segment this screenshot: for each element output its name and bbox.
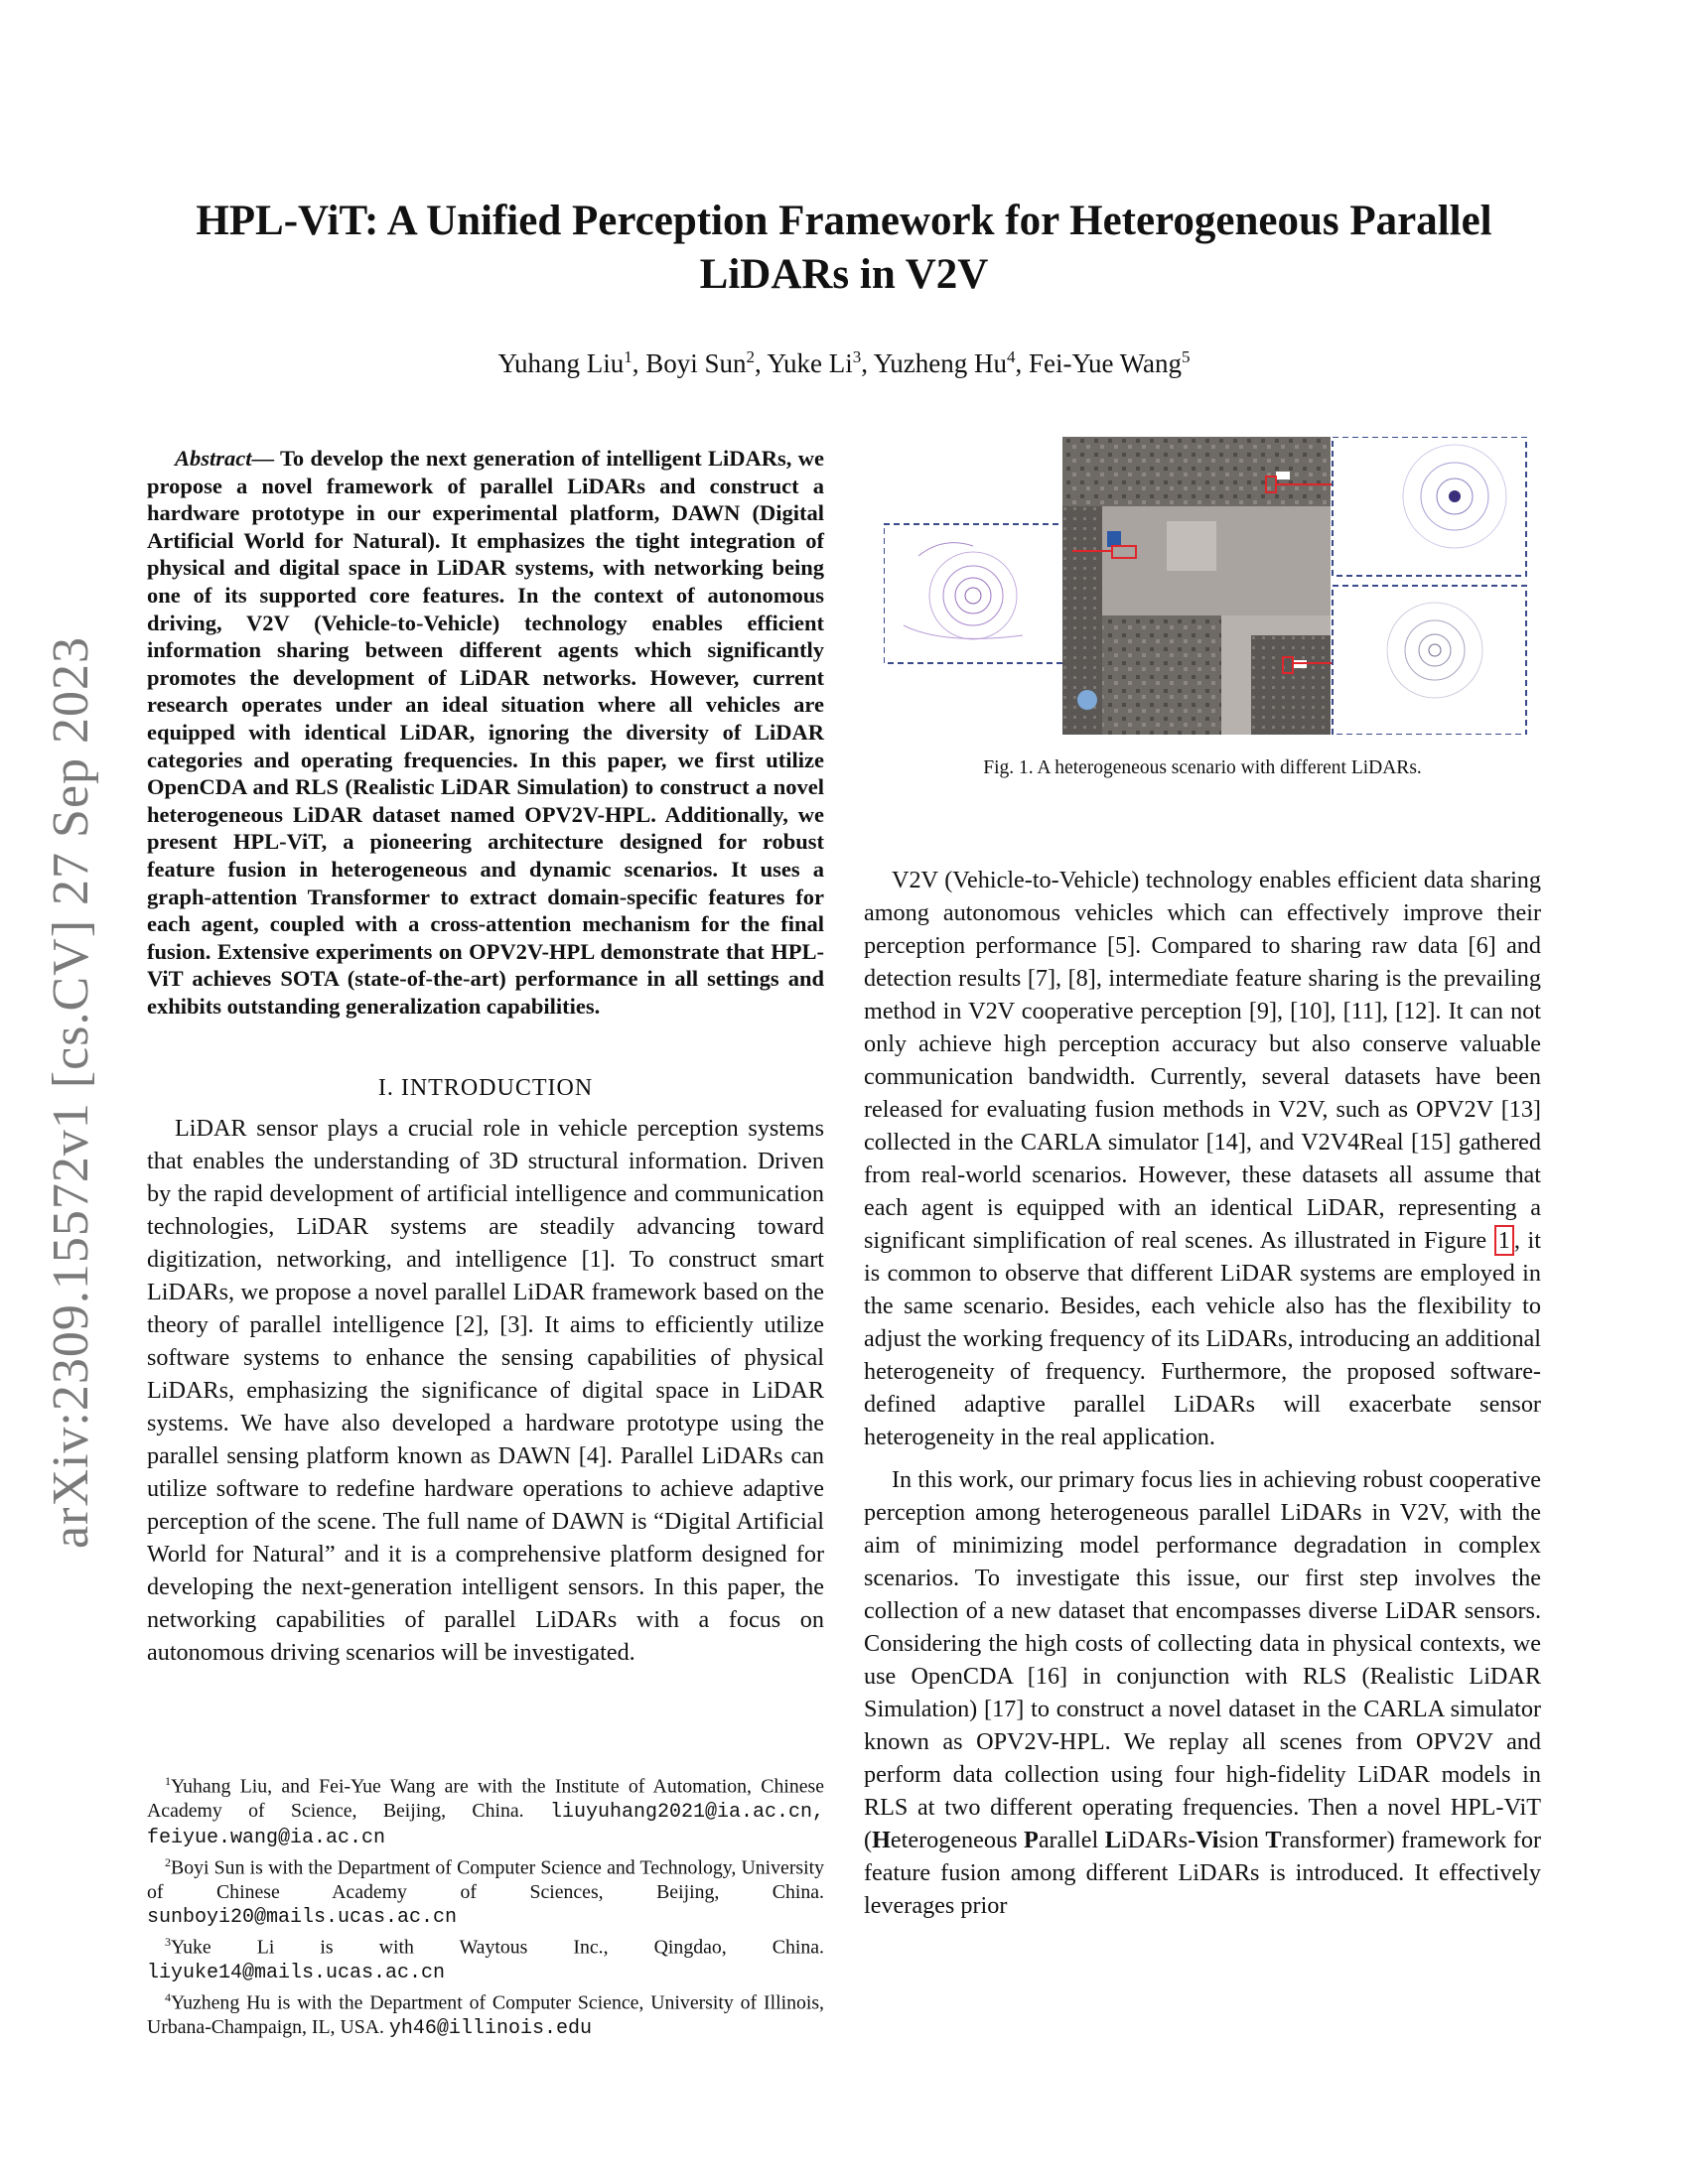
- author-name: Fei-Yue Wang: [1028, 348, 1183, 378]
- paragraph-text: ) framework for feature fusion among different LiDARs is introduced. It effectively leverages prior: [864, 1827, 1541, 1919]
- author-affiliation-mark: 2: [746, 347, 755, 366]
- bottom-right-point-cloud-panel: [1333, 586, 1526, 735]
- introduction-right-column: [864, 864, 1541, 1922]
- acronym-word: arallel: [1038, 1827, 1105, 1853]
- author-affiliation-mark: 1: [624, 347, 633, 366]
- footnote-text: Yuke Li is with Waytous Inc., Qingdao, China.: [171, 1937, 824, 1959]
- author-affiliation-mark: 5: [1182, 347, 1191, 366]
- paragraph-text: In this work, our primary focus lies in achieving robust cooperative perception among heterogeneous parallel LiDARs in V2V, with the aim of minimizing model performance degradation in complex scenarios. To investigate this issue, our first step involves the collection of a new dataset that encompasses diverse LiDAR sensors. Considering the high costs of collecting data in physical contexts, we use OpenCDA [16] in conjunction with RLS (Realistic LiDAR Simulation) [17] to construct a novel dataset in the CARLA simulator known as OPV2V-HPL. We replay all scenes from OPV2V and perform data collection using four high-fidelity LiDAR models in RLS at two different operating frequencies. Then a novel HPL-ViT (: [864, 1466, 1541, 1853]
- footnote-mark: 1: [165, 1774, 171, 1788]
- footnote-2: [147, 1850, 824, 1930]
- footnote-email: yh46@illinois.edu: [388, 2017, 592, 2041]
- intro-paragraph: [864, 1463, 1541, 1922]
- introduction-left-column: [147, 1112, 824, 1669]
- footnote-text: Yuhang Liu, and Fei-Yue Wang are with the Institute of Automation, Chinese Academy of Science, Beijing, China.: [147, 1775, 824, 1822]
- acronym-word: iDARs-: [1120, 1827, 1196, 1853]
- abstract-label: Abstract: [175, 446, 252, 471]
- figure-caption: Fig. 1. A heterogeneous scenario with different LiDARs.: [983, 757, 1422, 778]
- author-name: Yuke Li: [767, 348, 853, 378]
- acronym-letter: P: [1024, 1827, 1039, 1853]
- acronym-letter: L: [1104, 1827, 1121, 1853]
- top-right-point-cloud-panel: [1333, 437, 1526, 576]
- acronym-word: ransformer: [1281, 1827, 1387, 1853]
- acronym-letter: H: [872, 1827, 891, 1853]
- acronym-word: sion: [1218, 1827, 1266, 1853]
- left-point-cloud-panel: [884, 524, 1072, 663]
- footnote-email: liyuke14@mails.ucas.ac.cn: [147, 1962, 446, 1985]
- section-heading: I. INTRODUCTION: [377, 1075, 594, 1101]
- footnote-email: sunboyi20@mails.ucas.ac.cn: [147, 1906, 458, 1930]
- figure-1: [884, 437, 1529, 735]
- acronym-letter: Vi: [1196, 1827, 1219, 1853]
- footnote-mark: 3: [165, 1935, 171, 1950]
- author-name: Yuzheng Hu: [873, 348, 1007, 378]
- footnote-mark: 4: [165, 1990, 171, 2005]
- paragraph-text: V2V (Vehicle-to-Vehicle) technology enables efficient data sharing among autonomous vehicles which can effectively improve their perception performance [5]. Compared to sharing raw data [6] and detection results [7], [8], intermediate feature sharing is the prevailing method in V2V cooperative perception [9], [10], [11], [12]. It can not only achieve high perception accuracy but also conserve valuable communication bandwidth. Currently, several datasets have been released for evaluating fusion methods in V2V, such as OPV2V [13] collected in the CARLA simulator [14], and V2V4Real [15] gathered from real-world scenarios. However, these datasets all assume that each agent is equipped with an identical LiDAR, representing a significant simplification of real scenes. As illustrated in Figure: [864, 867, 1541, 1254]
- footnote-3: [147, 1930, 824, 1985]
- author-name: Boyi Sun: [645, 348, 747, 378]
- author-name: Yuhang Liu: [497, 348, 625, 378]
- footnote-text: Yuzheng Hu is with the Department of Computer Science, University of Illinois, Urbana-Champaign, IL, USA.: [147, 1992, 824, 2039]
- arxiv-identifier: arXiv:2309.15572v1 [cs.CV] 27 Sep 2023: [43, 635, 99, 1549]
- acronym-letter: T: [1265, 1827, 1282, 1853]
- intro-paragraph: [864, 864, 1541, 1453]
- abstract-text: — To develop the next generation of intelligent LiDARs, we propose a novel framework of parallel LiDARs and construct a hardware prototype in our experimental platform, DAWN (Digital Artificial World for Natural). It emphasizes the tight integration of physical and digital space in LiDAR systems, with networking being one of its supported core features. In the context of autonomous driving, V2V (Vehicle-to-Vehicle) technology enables efficient information sharing between different agents which significantly promotes the development of LiDAR networks. However, current research operates under an ideal situation where all vehicles are equipped with identical LiDAR, ignoring the diversity of LiDAR categories and operating frequencies. In this paper, we first utilize OpenCDA and RLS (Realistic LiDAR Simulation) to construct a novel heterogeneous LiDAR dataset named OPV2V-HPL. Additionally, we present HPL-ViT, a pioneering architecture designed for robust feature fusion in heterogeneous and dynamic scenarios. It uses a graph-attention Transformer to extract domain-specific features for each agent, coupled with a cross-attention mechanism for the final fusion. Extensive experiments on OPV2V-HPL demonstrate that HPL-ViT achieves SOTA (state-of-the-art) performance in all settings and exhibits outstanding generalization capabilities.: [147, 446, 824, 1019]
- aerial-scene: [1062, 437, 1331, 735]
- footnote-text: Boyi Sun is with the Department of Computer Science and Technology, University of Chinese Academy of Sciences, Beijing, China.: [147, 1856, 824, 1903]
- paper-title: HPL-ViT: A Unified Perception Framework for Heterogeneous Parallel LiDARs in V2V: [196, 198, 1492, 298]
- author-affiliation-mark: 4: [1006, 347, 1016, 366]
- figure-1-image: [884, 437, 1529, 735]
- footnote-email: liuyuhang2021@ia.ac.cn, feiyue.wang@ia.ac.cn: [147, 1800, 824, 1849]
- footnotes: [147, 1769, 824, 2041]
- footnote-4: [147, 1985, 824, 2041]
- abstract: [147, 445, 824, 1020]
- author-affiliation-mark: 3: [852, 347, 862, 366]
- footnote-mark: 2: [165, 1855, 171, 1870]
- paragraph-text: , it is common to observe that different LiDAR systems are employed in the same scenario. Besides, each vehicle also has the flexibility to adjust the working frequency of its LiDARs, introducing an additional heterogeneity of frequency. Furthermore, the proposed software-defined adaptive parallel LiDARs will exacerbate sensor heterogeneity in the real application.: [864, 1227, 1541, 1450]
- figure-reference-link[interactable]: 1: [1494, 1225, 1514, 1256]
- author-list: Yuhang Liu$^1$, Boyi Sun$^2$, Yuke Li$^3$, Yuzheng Hu$^4$, Fei-Yue Wang$^5$: [497, 347, 1191, 378]
- intro-paragraph: LiDAR sensor plays a crucial role in vehicle perception systems that enables the understanding of 3D structural information. Driven by the rapid development of artificial intelligence and communication technologies, LiDAR systems are steadily advancing toward digitization, networking, and intelligence [1]. To construct smart LiDARs, we propose a novel parallel LiDAR framework based on the theory of parallel intelligence [2], [3]. It aims to efficiently utilize software systems to enhance the sensing capabilities of physical LiDARs, emphasizing the significance of digital space in LiDAR systems. We have also developed a hardware prototype using the parallel sensing platform known as DAWN [4]. Parallel LiDARs can utilize software to redefine hardware operations to achieve adaptive perception of the scene. The full name of DAWN is “Digital Artificial World for Natural” and it is a comprehensive platform designed for developing the next-generation intelligent sensors. In this paper, the networking capabilities of parallel LiDARs with a focus on autonomous driving scenarios will be investigated.: [147, 1115, 824, 1666]
- acronym-word: eterogeneous: [890, 1827, 1025, 1853]
- footnote-1: [147, 1769, 824, 1850]
